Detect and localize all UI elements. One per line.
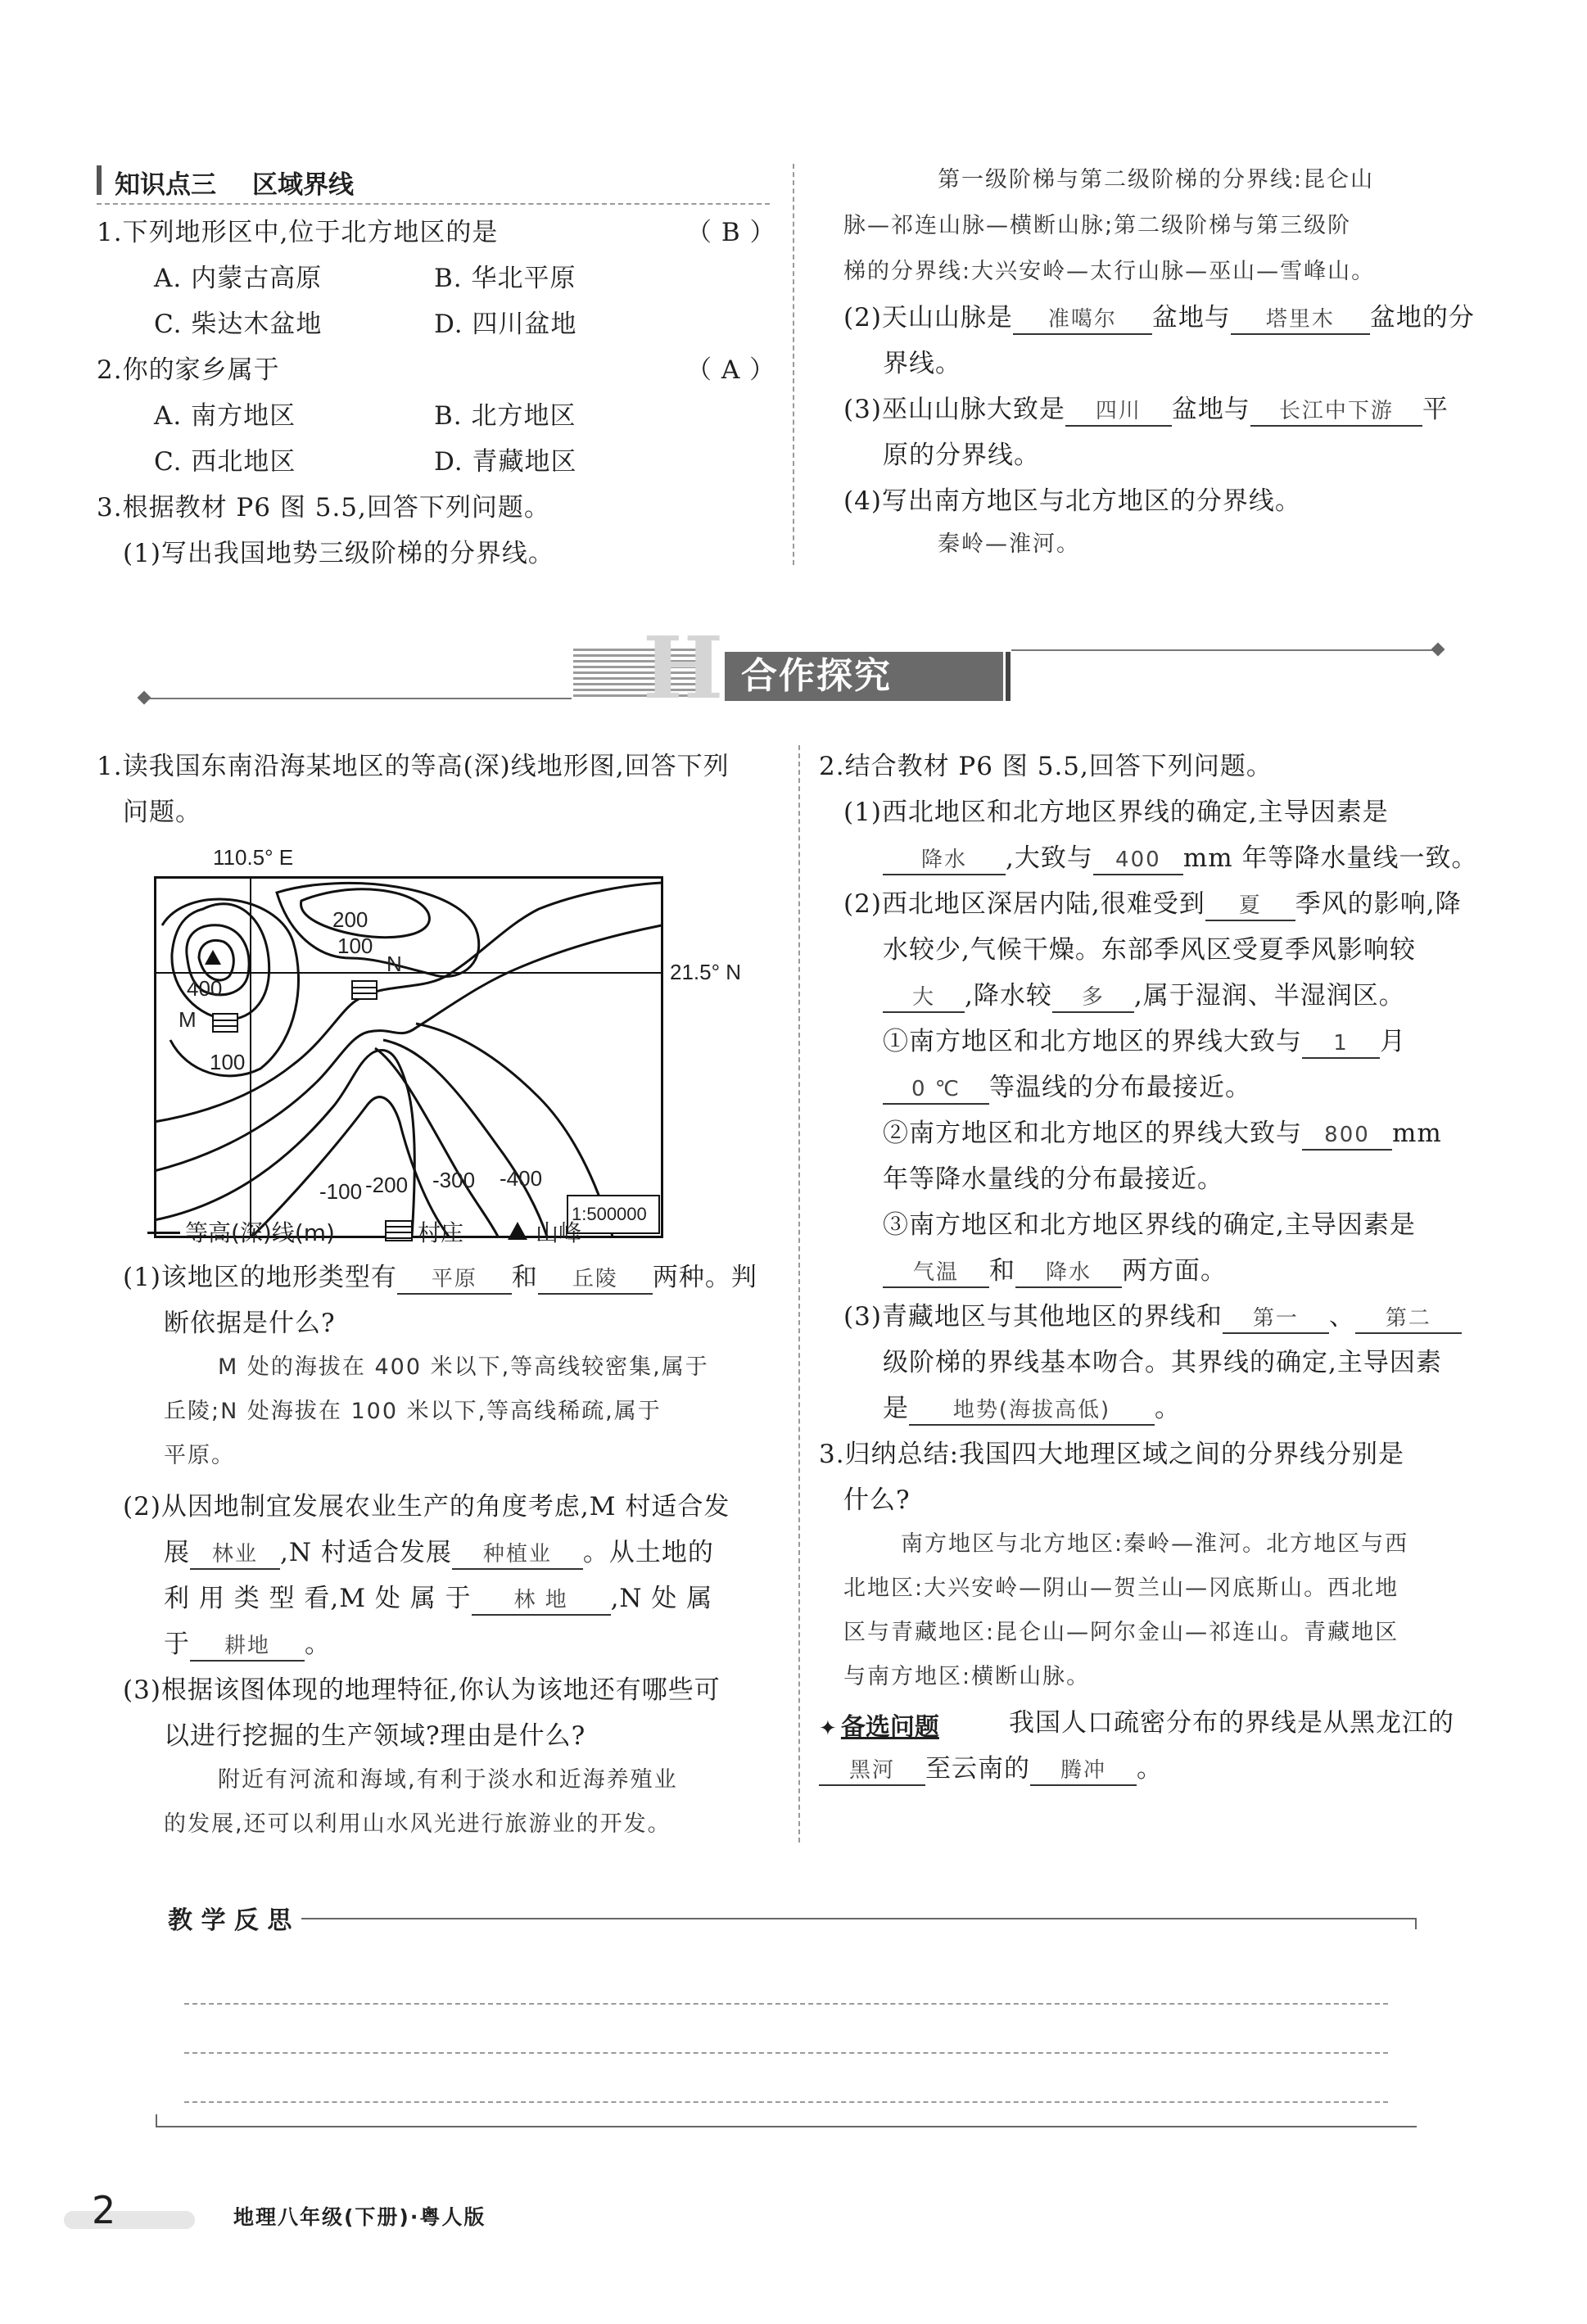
right-p3-ans2: 第二 <box>1385 1306 1431 1331</box>
section3-underline <box>97 203 770 205</box>
right-c2-text-a: ②南方地区和北方地区的界线大致与 <box>883 1119 1302 1148</box>
left-q1-line2: 问题。 <box>123 798 201 827</box>
right-c1-ans1: 1 <box>1333 1031 1349 1056</box>
q1-answer: （ B ） <box>686 218 776 247</box>
rt-p2-blank1 <box>1013 304 1152 335</box>
alt-question-icon: ✦ <box>819 1716 837 1741</box>
right-q3-answer-line3: 区与青藏地区:昆仑山—阿尔金山—祁连山。青藏地区 <box>843 1620 1399 1645</box>
q1-option-c: C. 柴达木盆地 <box>154 310 323 339</box>
left-s2-line4 <box>164 1628 331 1662</box>
map-contour-200: 200 <box>332 907 368 932</box>
right-c1-ans2: 0 ℃ <box>911 1077 961 1101</box>
alt-blank1 <box>819 1755 925 1786</box>
right-q2-line1: 2.结合教材 P6 图 5.5,回答下列问题。 <box>819 752 1273 781</box>
rt-p3-blank1 <box>1065 396 1172 427</box>
reflection-bottom-tick <box>156 2114 157 2126</box>
main-column-divider <box>798 745 800 1842</box>
right-p1-blank1 <box>883 844 1006 875</box>
right-p2-text-l3b: ,属于湿润、半湿润区。 <box>1133 981 1405 1011</box>
alt-blank2 <box>1030 1755 1137 1786</box>
right-p1-text-b: ,大致与 <box>1006 843 1093 873</box>
left-s2-blank1 <box>190 1539 280 1570</box>
right-p3-line2: 级阶梯的界线基本吻合。其界线的确定,主导因素 <box>883 1348 1442 1377</box>
right-c3-line2 <box>883 1255 1227 1288</box>
right-c2-blank <box>1302 1119 1392 1151</box>
left-s2-text-l3b: ,N 处 属 <box>610 1584 713 1613</box>
left-s2-blank4 <box>190 1630 305 1662</box>
rt-p3-ans1: 四川 <box>1095 399 1142 423</box>
left-s1-ans1: 平原 <box>431 1267 477 1291</box>
map-depth-200: -200 <box>365 1173 409 1197</box>
left-s3-answer-line1: 附近有河流和海域,有利于淡水和近海养殖业 <box>218 1767 678 1793</box>
map-label-m: M <box>179 1007 197 1032</box>
rt-p3-ans2: 长江中下游 <box>1278 399 1394 423</box>
right-p2-text-a: (2)西北地区深居内陆,很难受到 <box>843 889 1205 919</box>
right-p1-ans1: 降水 <box>920 848 967 872</box>
q3-part1: (1)写出我国地势三级阶梯的分界线。 <box>123 539 554 568</box>
q2-option-d: D. 青藏地区 <box>434 447 577 477</box>
q1-option-d: D. 四川盆地 <box>434 310 577 339</box>
right-p3-blank1 <box>1223 1303 1329 1334</box>
footer-book-title: 地理八年级(下册)·粤人版 <box>233 2205 486 2229</box>
alt-question-title: 备选问题 <box>840 1713 939 1742</box>
left-s1-answer-line2: 丘陵;N 处海拔在 100 米以下,等高线稀疏,属于 <box>164 1399 662 1424</box>
left-s2-ans4: 耕地 <box>224 1634 270 1658</box>
reflection-bottom-line <box>156 2126 1417 2127</box>
banner-line-left <box>146 698 572 699</box>
alt-ans1: 黑河 <box>848 1758 895 1783</box>
rt-p2-text-a: (2)天山山脉是 <box>843 303 1013 332</box>
banner-end-bar <box>1006 652 1011 701</box>
q2-answer: （ A ） <box>686 355 776 385</box>
right-p3-text-a: (3)青藏地区与其他地区的界线和 <box>843 1302 1223 1332</box>
left-s3-line2: 以进行挖掘的生产领域?理由是什么? <box>164 1721 586 1751</box>
banner-line-right <box>1011 649 1437 651</box>
left-s2-text-a: 展 <box>164 1538 190 1567</box>
contour-map <box>123 843 778 1253</box>
right-p3-blank3 <box>909 1395 1155 1426</box>
left-s1-line1 <box>123 1261 757 1295</box>
rt-part2-line1 <box>843 301 1475 335</box>
right-p1-ans2: 400 <box>1115 848 1161 872</box>
left-s2-text-c: 。从土地的 <box>582 1538 714 1567</box>
alt-text-c: 。 <box>1137 1754 1163 1784</box>
legend-village-icon <box>385 1220 413 1241</box>
right-c2-ans: 800 <box>1324 1123 1370 1147</box>
right-p2-blank2 <box>883 982 965 1013</box>
reflection-box <box>156 1900 1425 2137</box>
right-c1-line1 <box>883 1025 1406 1059</box>
right-q3-answer-line4: 与南方地区:横断山脉。 <box>843 1664 1091 1689</box>
right-p1-line1: (1)西北地区和北方地区界线的确定,主导因素是 <box>843 798 1389 827</box>
right-c1-text-a: ①南方地区和北方地区的界线大致与 <box>883 1027 1302 1056</box>
map-depth-400: -400 <box>500 1166 543 1191</box>
left-s1-text-c: 两种。判 <box>652 1263 757 1292</box>
left-s1-text-b: 和 <box>511 1263 538 1292</box>
right-p2-line3 <box>883 979 1405 1013</box>
left-s1-ans2: 丘陵 <box>572 1267 618 1291</box>
rt-part2-line2: 界线。 <box>883 349 961 378</box>
map-latitude-label: 21.5° N <box>670 960 742 984</box>
right-q3-line2: 什么? <box>843 1485 911 1515</box>
q3-stem: 3.根据教材 P6 图 5.5,回答下列问题。 <box>97 493 550 522</box>
right-c1-line2 <box>883 1071 1251 1105</box>
left-s3-answer-line2: 的发展,还可以利用山水风光进行旅游业的开发。 <box>164 1811 671 1837</box>
right-p1-line2 <box>883 842 1478 875</box>
left-s2-blank3 <box>472 1585 611 1616</box>
right-p3-text-l3a: 是 <box>883 1394 909 1423</box>
banner <box>0 617 1587 718</box>
legend-peak-text: 山峰 <box>536 1219 582 1246</box>
reflection-top-tick <box>1415 1918 1417 1929</box>
right-c2-line2: 年等降水量线的分布最接近。 <box>883 1164 1223 1194</box>
right-p2-blank3 <box>1052 982 1134 1013</box>
map-depth-300: -300 <box>432 1168 476 1192</box>
rt-p2-text-c: 盆地的分 <box>1369 303 1475 332</box>
left-s2-line3 <box>164 1582 712 1616</box>
footer-page-number: 2 <box>92 2188 116 2232</box>
q1-stem: 1.下列地形区中,位于北方地区的是 <box>97 218 499 247</box>
banner-line-left-dot <box>138 691 151 705</box>
left-s2-ans1: 林业 <box>211 1542 258 1567</box>
right-q3-answer-line2: 北地区:大兴安岭—阴山—贺兰山—冈底斯山。西北地 <box>843 1576 1399 1601</box>
map-depth-100: -100 <box>319 1179 363 1204</box>
left-s2-text-l4a: 于 <box>164 1630 190 1659</box>
alt-question-label <box>819 1707 939 1743</box>
right-c1-blank2 <box>883 1074 989 1105</box>
right-c3-ans2: 降水 <box>1045 1260 1092 1285</box>
right-p3-blank2 <box>1355 1303 1462 1334</box>
right-c3-line1: ③南方地区和北方地区界线的确定,主导因素是 <box>883 1210 1416 1240</box>
right-c3-text-b: 和 <box>989 1256 1015 1286</box>
right-c1-text-c: 等温线的分布最接近。 <box>989 1073 1251 1102</box>
section3-title: 知识点三 <box>115 170 216 200</box>
left-s3-line1: (3)根据该图体现的地理特征,你认为该地还有哪些可 <box>123 1675 721 1705</box>
map-contour-100-north: 100 <box>337 934 373 958</box>
q2-option-c: C. 西北地区 <box>154 447 296 477</box>
rt-part4: (4)写出南方地区与北方地区的分界线。 <box>843 486 1301 516</box>
right-p1-blank2 <box>1093 844 1183 875</box>
reflection-writing-line-2 <box>184 2052 1388 2054</box>
banner-letter-h: H <box>643 617 724 718</box>
q1-option-b: B. 华北平原 <box>434 264 576 293</box>
right-q3-line1: 3.归纳总结:我国四大地理区域之间的分界线分别是 <box>819 1440 1405 1469</box>
left-s1-answer-line3: 平原。 <box>164 1443 235 1468</box>
footer-page-bg <box>64 2211 195 2229</box>
right-c3-blank1 <box>883 1257 989 1288</box>
reflection-writing-line-1 <box>184 2003 1388 2005</box>
left-s2-line1: (2)从因地制宜发展农业生产的角度考虑,M 村适合发 <box>123 1492 730 1521</box>
rt-p3-text-b: 盆地与 <box>1171 395 1250 424</box>
right-p3-line3 <box>883 1392 1181 1426</box>
q1-option-a: A. 内蒙古高原 <box>154 264 323 293</box>
stairs-answer-line3: 梯的分界线:大兴安岭—太行山脉—巫山—雪峰山。 <box>843 259 1376 284</box>
map-contour-100-west: 100 <box>210 1050 246 1074</box>
rt-part4-answer: 秦岭—淮河。 <box>938 531 1080 557</box>
rt-p2-blank2 <box>1231 304 1370 335</box>
left-s1-text-a: (1)该地区的地形类型有 <box>123 1263 397 1292</box>
right-c3-ans1: 气温 <box>912 1260 959 1285</box>
banner-line-right-dot <box>1431 643 1445 657</box>
map-contour-400: 400 <box>187 976 223 1001</box>
map-label-n: N <box>387 952 402 976</box>
right-p2-ans1: 夏 <box>1238 893 1262 918</box>
alt-question-line2 <box>819 1752 1163 1786</box>
reflection-top-line <box>301 1918 1415 1919</box>
banner-title: 合作探究 <box>741 655 892 697</box>
right-p2-ans3: 多 <box>1081 985 1105 1010</box>
left-s2-ans2: 种植业 <box>482 1542 552 1567</box>
legend-village-text: 村庄 <box>418 1219 464 1246</box>
right-p2-line1 <box>843 888 1462 921</box>
right-c2-line1 <box>883 1117 1442 1151</box>
right-c3-text-c: 两方面。 <box>1122 1256 1227 1286</box>
left-s2-text-l4b: 。 <box>305 1630 331 1659</box>
map-longitude-label: 110.5° E <box>213 845 294 870</box>
rt-p2-ans1: 准噶尔 <box>1047 307 1117 332</box>
right-c3-blank2 <box>1015 1257 1122 1288</box>
legend-peak-icon <box>508 1222 527 1240</box>
right-p3-ans3: 地势(海拔高低) <box>952 1398 1111 1422</box>
section-marker-bar <box>97 165 102 195</box>
right-p2-blank1 <box>1205 890 1295 921</box>
right-p1-text-c: mm 年等降水量线一致。 <box>1182 843 1478 873</box>
rt-p2-ans2: 塔里木 <box>1265 307 1335 332</box>
right-p2-text-l3a: ,降水较 <box>965 981 1052 1011</box>
left-s2-ans3: 林 地 <box>513 1588 568 1612</box>
right-c1-blank1 <box>1302 1028 1380 1059</box>
rt-part3-line1 <box>843 393 1449 427</box>
rt-p3-text-a: (3)巫山山脉大致是 <box>843 395 1065 424</box>
left-s2-blank2 <box>452 1539 583 1570</box>
right-p2-line2: 水较少,气候干燥。东部季风区受夏季风影响较 <box>883 935 1416 965</box>
left-s2-line2 <box>164 1536 714 1570</box>
rt-p2-text-b: 盆地与 <box>1151 303 1231 332</box>
stairs-answer-line1: 第一级阶梯与第二级阶梯的分界线:昆仑山 <box>938 167 1375 192</box>
left-s1-blank2 <box>538 1264 653 1295</box>
left-s1-line2: 断依据是什么? <box>164 1309 336 1338</box>
right-p2-ans2: 大 <box>911 985 935 1010</box>
reflection-title: 教 学 反 思 <box>168 1906 292 1935</box>
right-c2-text-b: mm <box>1392 1119 1442 1148</box>
left-s1-blank1 <box>397 1264 512 1295</box>
right-c1-text-b: 月 <box>1380 1027 1406 1056</box>
alt-question-text: 我国人口疏密分布的界线是从黑龙江的 <box>1009 1708 1454 1738</box>
top-column-divider <box>793 164 794 565</box>
rt-p3-blank2 <box>1250 396 1422 427</box>
right-p3-text-l3b: 。 <box>1155 1394 1181 1423</box>
right-p3-text-b: 、 <box>1328 1302 1355 1332</box>
alt-ans2: 腾冲 <box>1060 1758 1106 1783</box>
right-p3-line1 <box>843 1300 1462 1334</box>
rt-p3-text-c: 平 <box>1422 395 1449 424</box>
right-p2-text-b: 季风的影响,降 <box>1295 889 1462 919</box>
q2-option-b: B. 北方地区 <box>434 401 576 431</box>
section3-subtitle: 区域界线 <box>252 170 354 200</box>
stairs-answer-line2: 脉—祁连山脉—横断山脉;第二级阶梯与第三级阶 <box>843 213 1352 238</box>
q2-option-a: A. 南方地区 <box>154 401 296 431</box>
reflection-writing-line-3 <box>184 2101 1388 2103</box>
map-scale: 1:500000 <box>572 1204 647 1224</box>
alt-text-b: 至云南的 <box>925 1754 1030 1784</box>
left-q1-line1: 1.读我国东南沿海某地区的等高(深)线地形图,回答下列 <box>97 752 730 781</box>
q2-stem: 2.你的家乡属于 <box>97 355 280 385</box>
right-p3-ans1: 第一 <box>1252 1306 1299 1331</box>
right-q3-answer-line1: 南方地区与北方地区:秦岭—淮河。北方地区与西 <box>901 1531 1409 1557</box>
left-s2-text-l3a: 利 用 类 型 看,M 处 属 于 <box>164 1584 472 1613</box>
legend-line-text: 等高(深)线(m) <box>185 1219 335 1246</box>
legend-line-symbol <box>147 1232 180 1234</box>
left-s2-text-b: ,N 村适合发展 <box>280 1538 452 1567</box>
left-s1-answer-line1: M 处的海拔在 400 米以下,等高线较密集,属于 <box>218 1354 709 1380</box>
rt-part3-line2: 原的分界线。 <box>883 441 1040 470</box>
